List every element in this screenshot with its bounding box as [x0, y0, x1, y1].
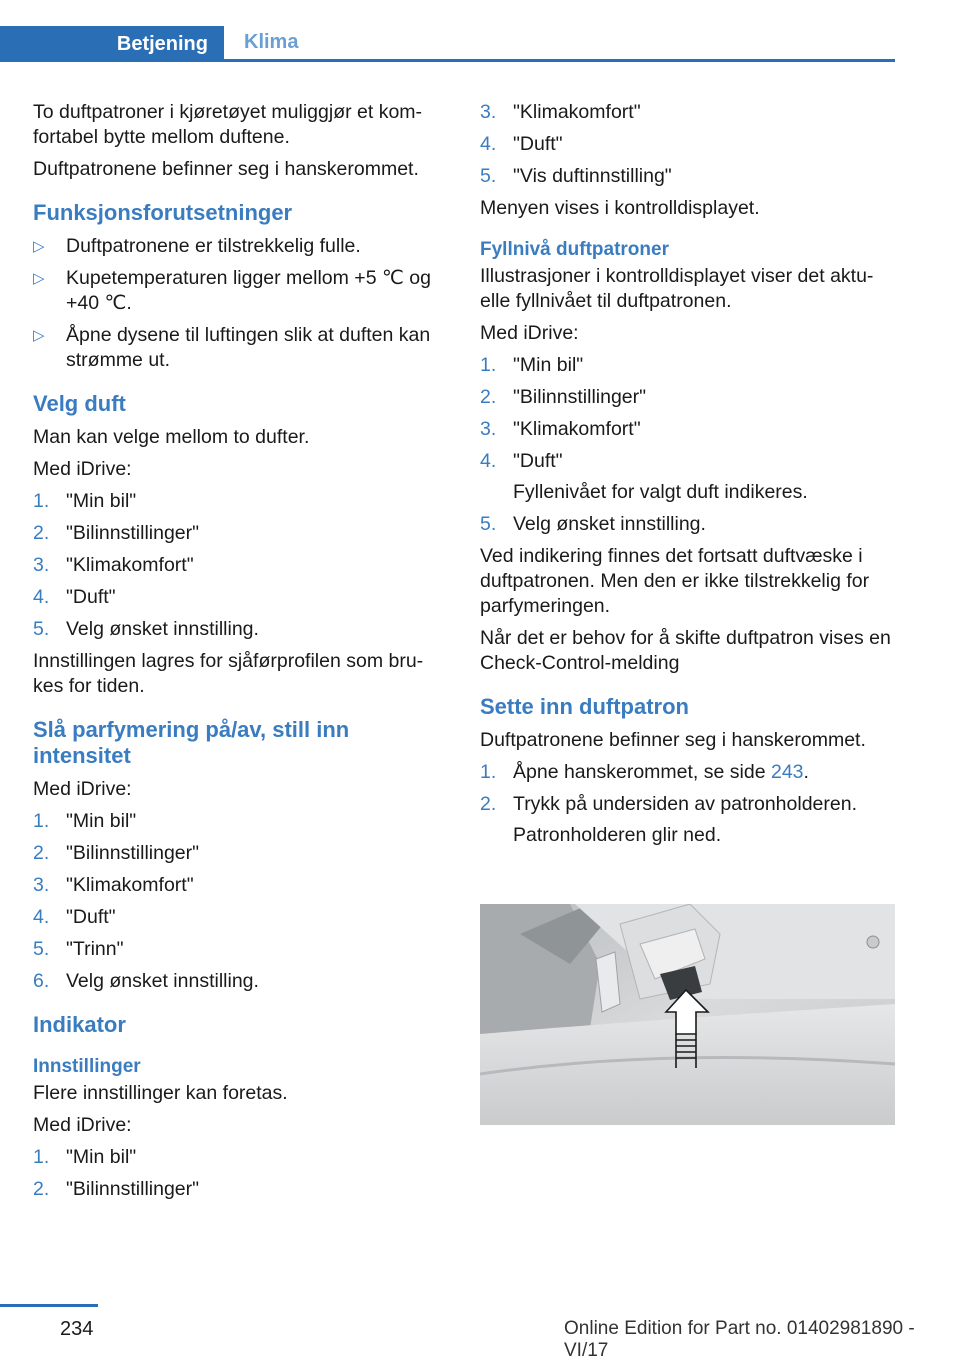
- subheading-fyllniva: Fyllnivå duftpatroner: [480, 239, 669, 260]
- paragraph: Med iDrive:: [33, 1114, 132, 1136]
- list-item-note: Patronholderen glir ned.: [513, 824, 722, 846]
- list-item: 3. "Klimakomfort": [33, 874, 194, 896]
- steps-list: [33, 489, 443, 642]
- list-item: 4. "Duft": [480, 133, 563, 155]
- list-item: 4. "Duft": [33, 586, 116, 608]
- heading-funksjonsforutsetninger: Funksjonsforutsetninger: [33, 200, 293, 225]
- list-item: 2. "Bilinnstillinger": [33, 1178, 200, 1200]
- tab-klima[interactable]: [244, 26, 298, 59]
- heading-parfymering: Slå parfymering på/av, still inn intensitet: [33, 717, 350, 768]
- steps-list: [480, 353, 895, 537]
- triangle-bullet-icon: ▷: [33, 238, 45, 255]
- right-column: [480, 100, 895, 855]
- list-item: 1. "Min bil": [33, 810, 137, 832]
- list-item: ▷ Åpne dysene til luftingen slik at duften kan strømme ut.: [33, 324, 431, 371]
- paragraph: Ved indikering finnes det fortsatt duftvæske i duftpatronen. Men den er ikke tilstrekkelig for parfymeringen.: [480, 545, 870, 617]
- list-item: 2. "Bilinnstillinger": [33, 842, 200, 864]
- heading-sette-inn-duftpatron: Sette inn duftpatron: [480, 694, 689, 719]
- footer-rule: [0, 1304, 98, 1307]
- list-item: 5. Velg ønsket innstilling.: [33, 618, 259, 640]
- list-item: 4. "Duft" Fyllenivået for valgt duft indikeres.: [480, 449, 895, 505]
- prerequisites-list: [33, 234, 443, 373]
- tab-betjening[interactable]: [0, 26, 224, 62]
- page-reference-link[interactable]: 243: [770, 761, 804, 783]
- steps-list: [480, 100, 895, 189]
- list-item: 5. Velg ønsket innstilling.: [480, 513, 706, 535]
- paragraph: Menyen vises i kontrolldisplayet.: [480, 197, 760, 219]
- list-item: 1. "Min bil": [480, 354, 584, 376]
- list-item: 3. "Klimakomfort": [480, 101, 641, 123]
- subheading-innstillinger: Innstillinger: [33, 1056, 141, 1077]
- list-item: 2. "Bilinnstillinger": [480, 386, 647, 408]
- intro-paragraph-2: Duftpatronene befinner seg i hanskerommet.: [33, 158, 419, 180]
- steps-list: [33, 1145, 443, 1202]
- glovebox-illustration: [480, 904, 895, 1125]
- intro-paragraph-1: To duftpatroner i kjøretøyet muliggjør et kom-fortabel bytte mellom duftene.: [33, 101, 423, 148]
- left-column: [33, 100, 443, 1209]
- list-item: ▷ Kupetemperaturen ligger mellom +5 ℃ og +40 ℃.: [33, 267, 431, 314]
- header-tabs: [0, 26, 895, 62]
- paragraph: Man kan velge mellom to dufter.: [33, 426, 310, 448]
- list-item: 1. Åpne hanskerommet, se side 243.: [480, 761, 809, 783]
- edition-note: Online Edition for Part no. 01402981890 - VI/17: [564, 1318, 915, 1361]
- list-item: 3. "Klimakomfort": [480, 418, 641, 440]
- list-item: ▷ Duftpatronene er tilstrekkelig fulle.: [33, 235, 361, 257]
- heading-indikator: Indikator: [33, 1012, 126, 1037]
- tab-betjening-label: Betjening: [116, 32, 208, 55]
- tab-klima-label: Klima: [244, 31, 299, 53]
- paragraph: Illustrasjoner i kontrolldisplayet viser det aktu-elle fyllnivået til duftpatronen.: [480, 265, 874, 312]
- paragraph: Med iDrive:: [480, 322, 579, 344]
- list-item: 5. "Trinn": [33, 938, 124, 960]
- list-item: 3. "Klimakomfort": [33, 554, 194, 576]
- steps-list: [33, 809, 443, 994]
- list-item-note: Fyllenivået for valgt duft indikeres.: [513, 481, 808, 503]
- page-number: 234: [60, 1318, 94, 1340]
- paragraph: Duftpatronene befinner seg i hanskerommet.: [480, 729, 866, 751]
- list-item: 2. "Bilinnstillinger": [33, 522, 200, 544]
- list-item: 5. "Vis duftinnstilling": [480, 165, 672, 187]
- list-item: 6. Velg ønsket innstilling.: [33, 970, 259, 992]
- paragraph: Med iDrive:: [33, 778, 132, 800]
- list-item: 4. "Duft": [33, 906, 116, 928]
- list-item: 1. "Min bil": [33, 490, 137, 512]
- glovebox-cartridge-photo: [480, 904, 895, 1125]
- paragraph: Når det er behov for å skifte duftpatron vises en Check-Control-melding: [480, 627, 891, 674]
- list-item: 2. Trykk på undersiden av patronholderen. Patronholderen glir ned.: [480, 792, 895, 848]
- steps-list: [480, 760, 895, 848]
- paragraph: Innstillingen lagres for sjåførprofilen som bru-kes for tiden.: [33, 650, 424, 697]
- list-item: 1. "Min bil": [33, 1146, 137, 1168]
- paragraph: Flere innstillinger kan foretas.: [33, 1082, 288, 1104]
- triangle-bullet-icon: ▷: [33, 270, 45, 287]
- paragraph: Med iDrive:: [33, 458, 132, 480]
- heading-velg-duft: Velg duft: [33, 391, 126, 416]
- triangle-bullet-icon: ▷: [33, 327, 45, 344]
- header-rule: [0, 59, 895, 62]
